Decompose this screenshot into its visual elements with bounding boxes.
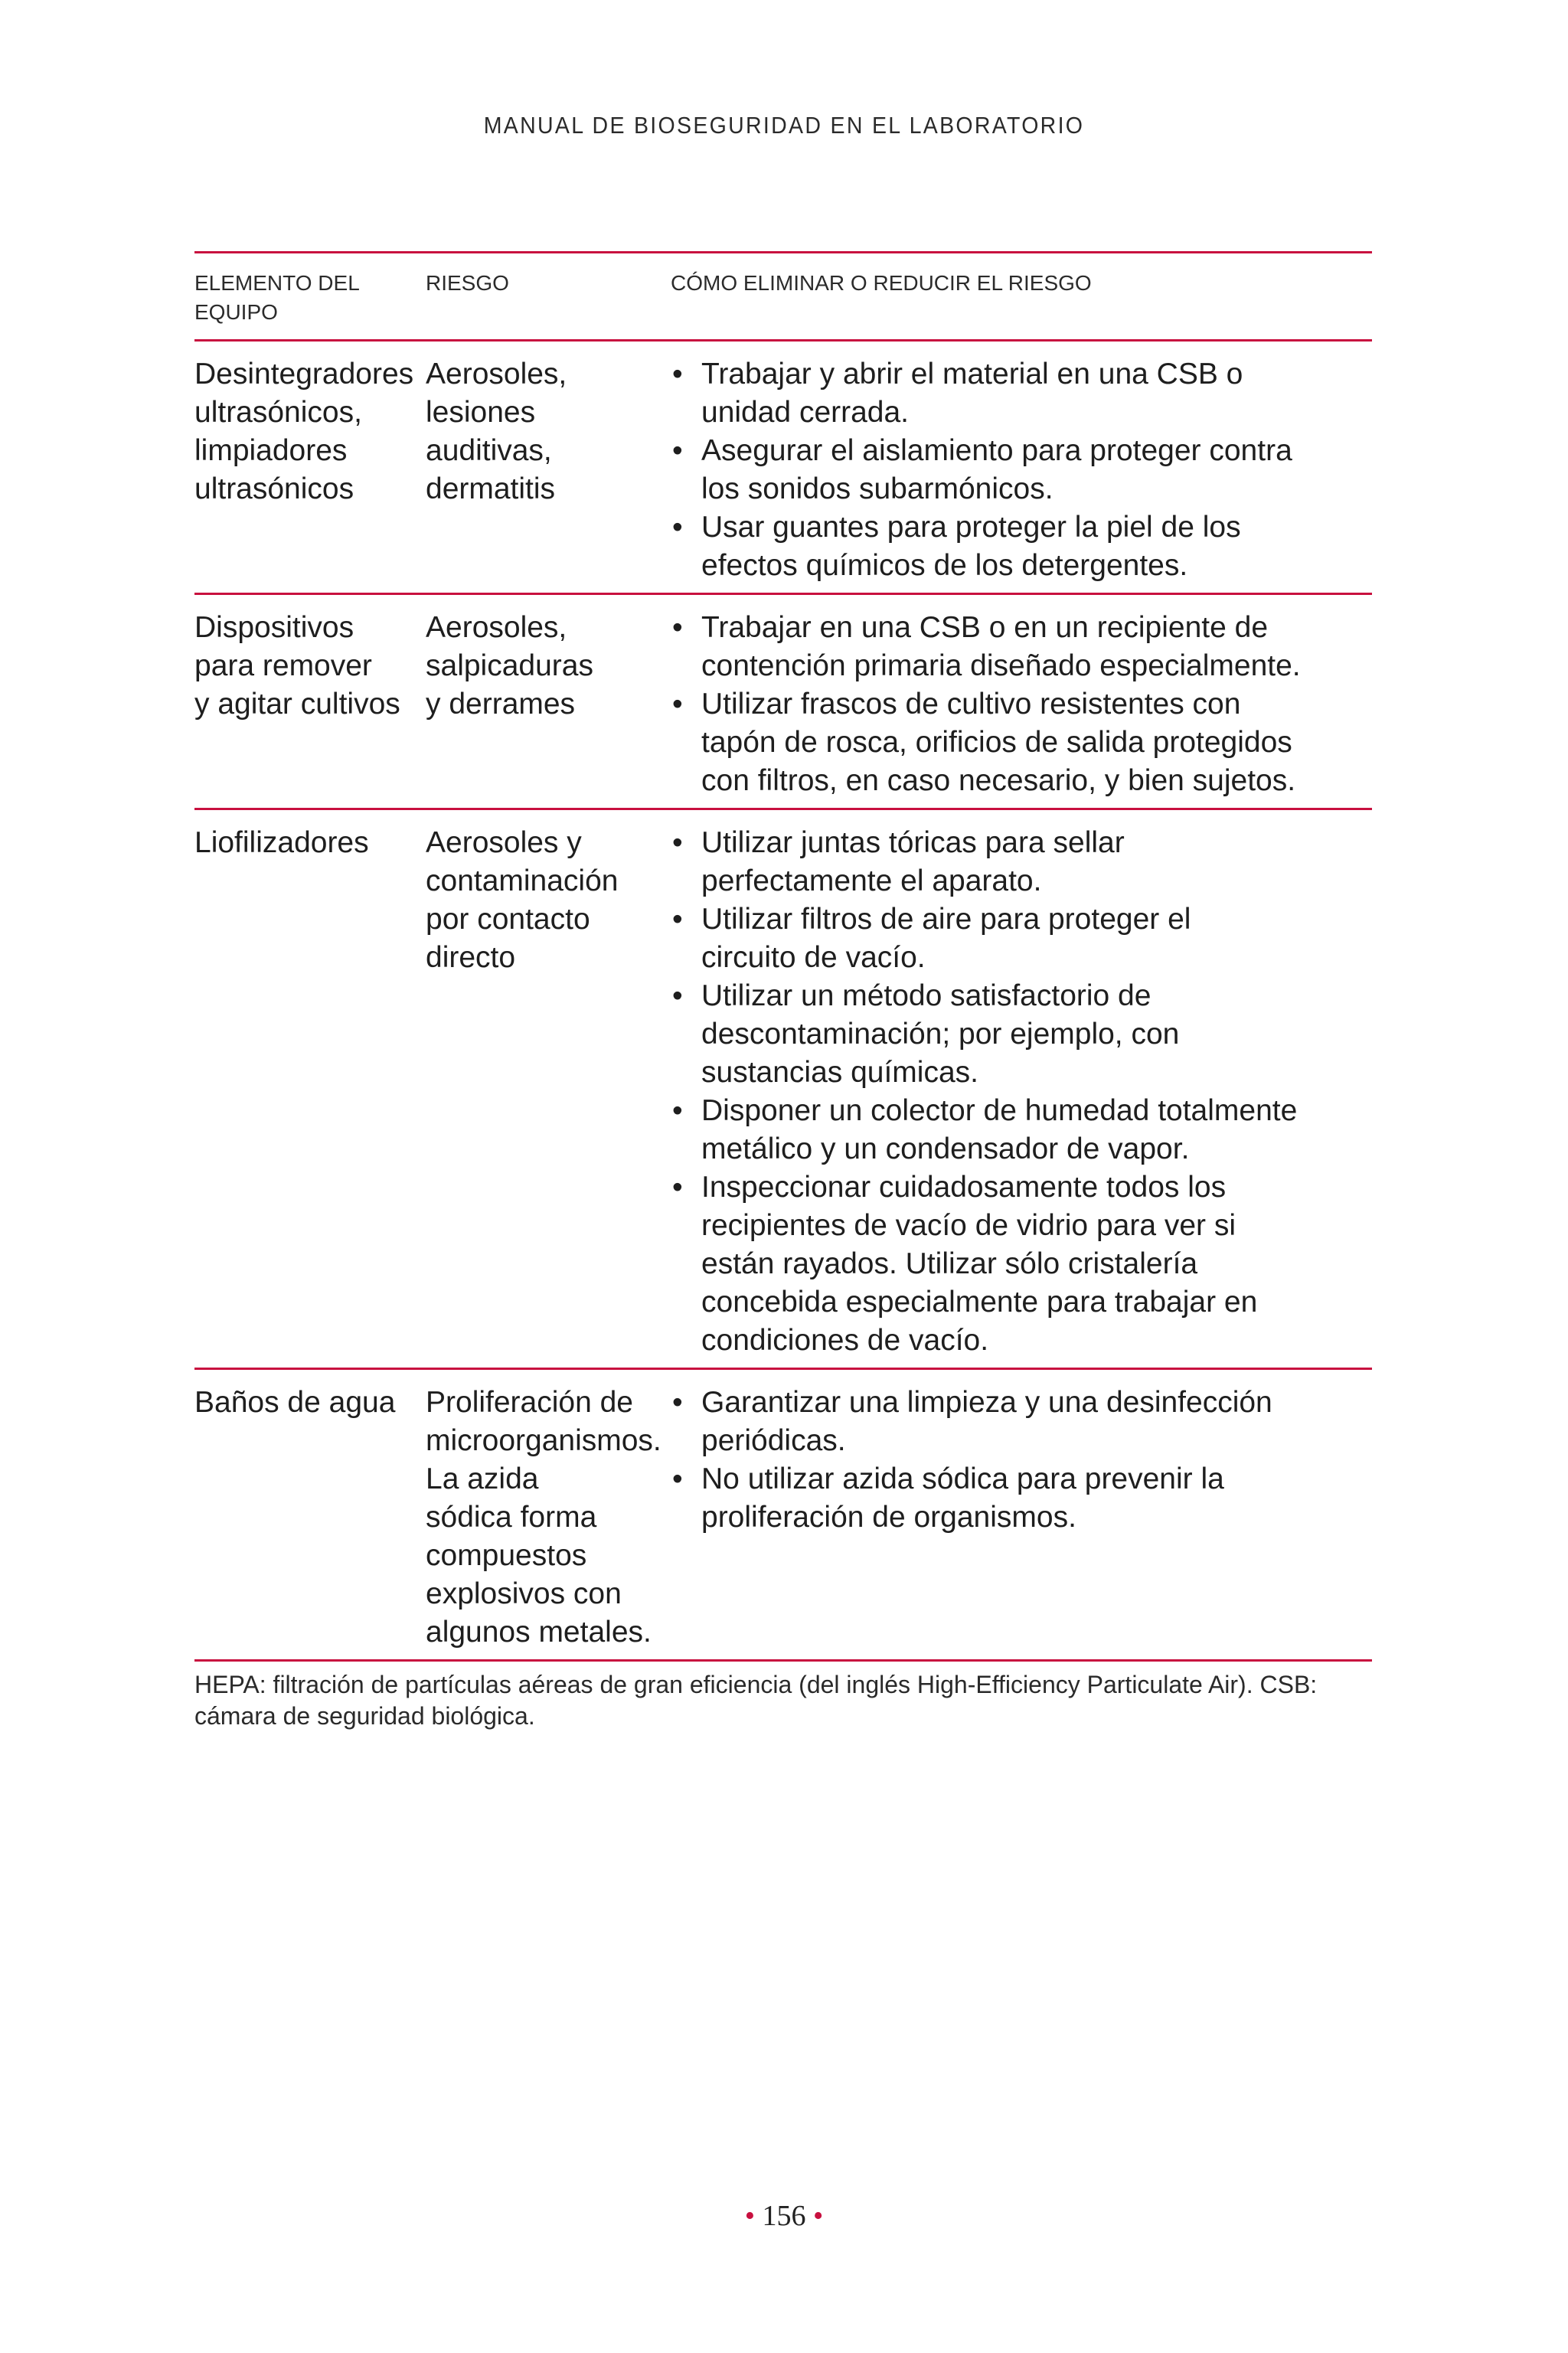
measure-item	[671, 1092, 1372, 1168]
measure-item	[671, 1384, 1372, 1460]
bullet-icon: •	[672, 434, 683, 467]
measure-text: Utilizar un método satisfactorio de descontaminación; por ejemplo, con sustancias químicas.	[701, 979, 1180, 1089]
cell-measures	[671, 341, 1372, 594]
cell-element	[194, 594, 426, 809]
bullet-icon: •	[672, 1386, 683, 1419]
bullet-icon: •	[672, 1094, 683, 1127]
measure-text: Trabajar en una CSB o en un recipiente de contención primaria diseñado especialmente.	[701, 611, 1301, 682]
cell-measures	[671, 809, 1372, 1369]
page-number-value: 156	[762, 2200, 806, 2232]
measures-list	[671, 355, 1372, 585]
cell-measures	[671, 594, 1372, 809]
bullet-icon: •	[672, 358, 683, 391]
measure-item	[671, 1460, 1372, 1537]
risk-text: Proliferación de microorganismos. La azida sódica forma compuestos explosivos con algunos metales.	[426, 1386, 662, 1649]
measure-text: No utilizar azida sódica para prevenir la proliferación de organismos.	[701, 1462, 1224, 1534]
page-number	[0, 2199, 1568, 2233]
measure-item	[671, 824, 1372, 900]
measure-item	[671, 432, 1372, 508]
column-header-risk: RIESGO	[426, 253, 671, 341]
bullet-icon: •	[672, 826, 683, 859]
table-footnote: HEPA: filtración de partículas aéreas de gran eficiencia (del inglés High-Efficiency Particulate Air). CSB: cámara de seguridad biológica.	[194, 1671, 1318, 1730]
measure-text: Usar guantes para proteger la piel de los efectos químicos de los detergentes.	[701, 511, 1241, 582]
measure-text: Utilizar filtros de aire para proteger el circuito de vacío.	[701, 903, 1191, 974]
measure-item	[671, 609, 1372, 685]
element-text: Desintegradores ultrasónicos, limpiadores ultrasónicos	[194, 358, 414, 505]
equipment-risk-table	[194, 251, 1372, 1662]
table-row	[194, 809, 1372, 1369]
measures-list	[671, 609, 1372, 800]
measure-text: Utilizar juntas tóricas para sellar perfectamente el aparato.	[701, 826, 1125, 897]
cell-risk	[426, 594, 671, 809]
element-text: Baños de agua	[194, 1386, 396, 1419]
measure-text: Asegurar el aislamiento para proteger contra los sonidos subarmónicos.	[701, 434, 1292, 505]
measure-text: Trabajar y abrir el material en una CSB o unidad cerrada.	[701, 358, 1243, 429]
measure-text: Inspeccionar cuidadosamente todos los recipientes de vacío de vidrio para ver si están rayados. Utilizar sólo cristalería concebida especialmente para trabajar en condiciones de vacío.	[701, 1171, 1258, 1357]
bullet-icon: •	[672, 611, 683, 644]
measure-item	[671, 900, 1372, 977]
element-text: Liofilizadores	[194, 826, 369, 859]
measure-text: Garantizar una limpieza y una desinfección periódicas.	[701, 1386, 1272, 1457]
table-header-row	[194, 253, 1372, 341]
cell-risk	[426, 809, 671, 1369]
bullet-icon: •	[672, 1462, 683, 1495]
bullet-icon: •	[672, 511, 683, 544]
measure-item	[671, 685, 1372, 800]
measure-item	[671, 355, 1372, 432]
risk-text: Aerosoles y contaminación por contacto directo	[426, 826, 619, 974]
bullet-icon: •	[672, 1171, 683, 1204]
measure-item	[671, 1168, 1372, 1360]
running-header: MANUAL DE BIOSEGURIDAD EN EL LABORATORIO	[483, 112, 1085, 139]
cell-measures	[671, 1369, 1372, 1661]
page-number-bullet-left: •	[744, 2200, 755, 2232]
column-header-measures: CÓMO ELIMINAR O REDUCIR EL RIESGO	[671, 253, 1372, 341]
cell-risk	[426, 341, 671, 594]
risk-text: Aerosoles, salpicaduras y derrames	[426, 611, 593, 721]
cell-element	[194, 341, 426, 594]
bullet-icon: •	[672, 979, 683, 1012]
measure-item	[671, 508, 1372, 585]
element-text: Dispositivos para remover y agitar cultivos	[194, 611, 400, 721]
table-body	[194, 341, 1372, 1661]
cell-element	[194, 809, 426, 1369]
page-number-bullet-right: •	[813, 2200, 824, 2232]
measure-text: Disponer un colector de humedad totalmente metálico y un condensador de vapor.	[701, 1094, 1298, 1165]
cell-risk	[426, 1369, 671, 1661]
bullet-icon: •	[672, 903, 683, 936]
bullet-icon: •	[672, 688, 683, 721]
column-header-element: ELEMENTO DEL EQUIPO	[194, 253, 426, 341]
risk-text: Aerosoles, lesiones auditivas, dermatitis	[426, 358, 567, 505]
cell-element	[194, 1369, 426, 1661]
table-row	[194, 1369, 1372, 1661]
measure-text: Utilizar frascos de cultivo resistentes con tapón de rosca, orificios de salida protegidos con filtros, en caso necesario, y bien sujetos.	[701, 688, 1296, 797]
table-row	[194, 594, 1372, 809]
table-row	[194, 341, 1372, 594]
measures-list	[671, 1384, 1372, 1537]
measures-list	[671, 824, 1372, 1360]
measure-item	[671, 977, 1372, 1092]
